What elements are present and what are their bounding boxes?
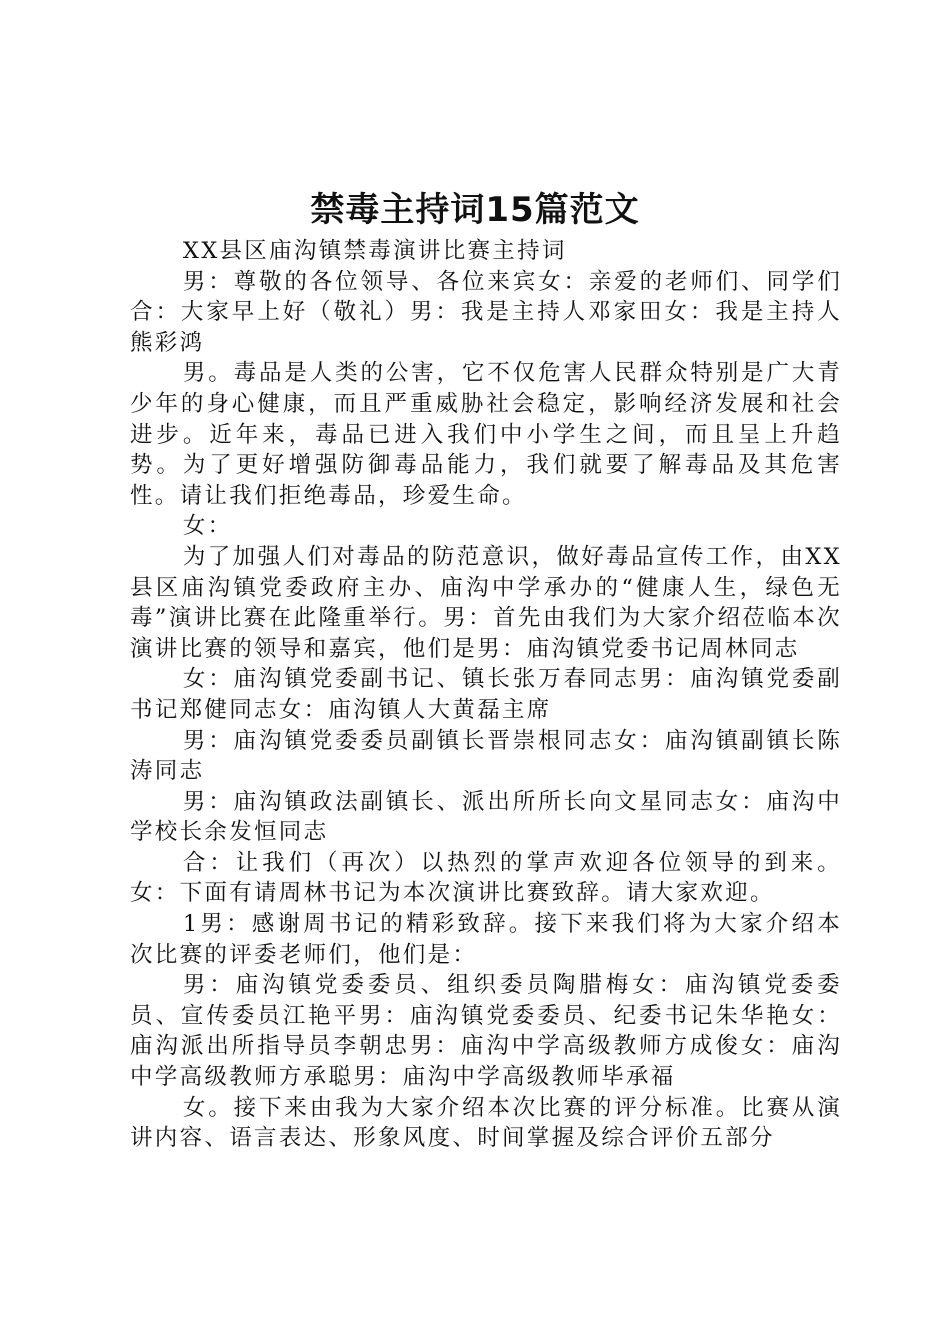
paragraph: 男：庙沟镇党委委员副镇长晋崇根同志女：庙沟镇副镇长陈涛同志 — [130, 727, 842, 785]
paragraph: 女：庙沟镇党委副书记、镇长张万春同志男：庙沟镇党委副书记郑健同志女：庙沟镇人大黄磊主席 — [130, 666, 842, 723]
paragraph: 男：庙沟镇政法副镇长、派出所所长向文星同志女：庙沟中学校长余发恒同志 — [130, 788, 842, 846]
paragraph: 女。接下来由我为大家介绍本次比赛的评分标准。比赛从演讲内容、语言表达、形象风度、时间掌握及综合评价五部分 — [130, 1094, 842, 1152]
paragraph: 为了加强人们对毒品的防范意识，做好毒品宣传工作，由XX县区庙沟镇党委政府主办、庙沟中学承办的“健康人生，绿色无毒”演讲比赛在此隆重举行。男：首先由我们为大家介绍莅临本次演讲比赛的领导和嘉宾，他们是男：庙沟镇党委书记周林同志 — [130, 543, 842, 662]
paragraph: 合：让我们（再次）以热烈的掌声欢迎各位领导的到来。女：下面有请周林书记为本次演讲比赛致辞。请大家欢迎。 — [130, 849, 842, 907]
paragraph: 1男：感谢周书记的精彩致辞。接下来我们将为大家介绍本次比赛的评委老师们，他们是： — [130, 911, 842, 968]
paragraph: XX县区庙沟镇禁毒演讲比赛主持词 — [182, 238, 567, 264]
paragraph: 男。毒品是人类的公害，它不仅危害人民群众特别是广大青少年的身心健康，而且严重威胁社会稳定，影响经济发展和社会进步。近年来，毒品已进入我们中小学生之间，而且呈上升趋势。为了更好增强防御毒品能力，我们就要了解毒品及其危害性。请让我们拒绝毒品，珍爱生命。 — [130, 360, 842, 509]
paragraph: 女： — [182, 513, 233, 540]
document-body — [130, 236, 842, 1154]
document-title: 禁毒主持词15篇范文 — [310, 190, 640, 230]
paragraph: 男：庙沟镇党委委员、组织委员陶腊梅女：庙沟镇党委委员、宣传委员江艳平男：庙沟镇党委委员、纪委书记朱华艳女：庙沟派出所指导员李朝忠男：庙沟中学高级教师方成俊女：庙沟中学高级教师方承聪男：庙沟中学高级教师毕承福 — [130, 972, 842, 1091]
paragraph: 男：尊敬的各位领导、各位来宾女：亲爱的老师们、同学们合：大家早上好（敬礼）男：我是主持人邓家田女：我是主持人熊彩鸿 — [130, 268, 842, 356]
